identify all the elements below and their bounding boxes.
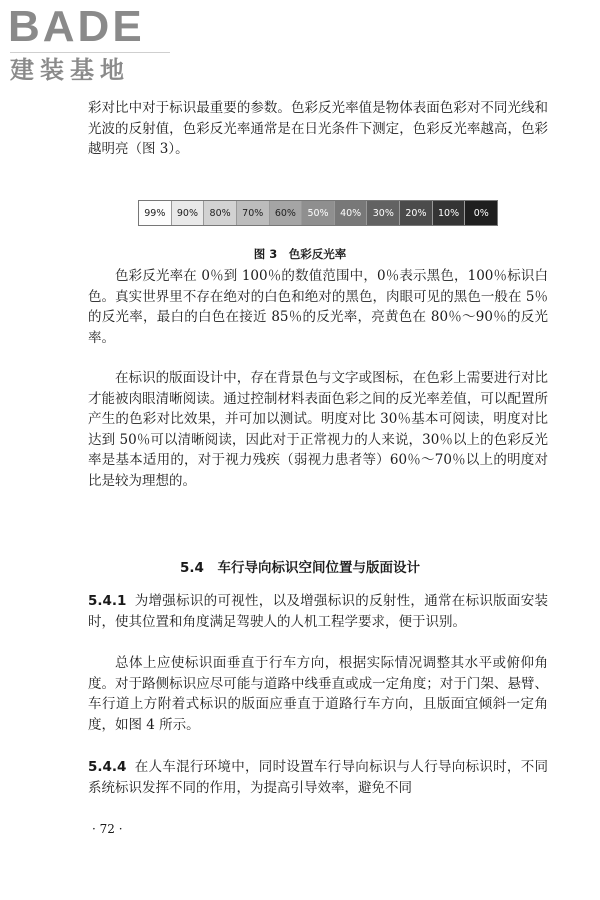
reflectance-cell: 90% (171, 201, 204, 225)
reflectance-cell: 30% (366, 201, 399, 225)
reflectance-cell: 99% (139, 201, 171, 225)
figure-caption: 图 3 色彩反光率 (253, 247, 347, 261)
clause-5-4-4 (88, 757, 548, 798)
paragraph-intro: 彩对比中对于标识最重要的参数。色彩反光率值是物体表面色彩对不同光线和光波的反射值，色彩反光率通常是在日光条件下测定，色彩反光率越高，色彩越明亮（图 3）。 (88, 100, 548, 157)
reflectance-strip (138, 200, 498, 226)
reflectance-cell: 60% (269, 201, 302, 225)
bade-logo (8, 4, 178, 84)
logo-subtitle: 建装基地 (10, 56, 130, 84)
clause-number: 5.4.1 (88, 593, 127, 609)
clause-text: 为增强标识的可视性，以及增强标识的反射性，通常在标识版面安装时，使其位置和角度满足驾驶人的人机工程学要求，便于识别。 (88, 593, 548, 630)
reflectance-cell: 80% (203, 201, 236, 225)
reflectance-cell: 20% (399, 201, 432, 225)
section-heading: 5.4 车行导向标识空间位置与版面设计 (180, 560, 420, 576)
page-number: · 72 · (92, 822, 123, 836)
reflectance-cell: 50% (301, 201, 334, 225)
reflectance-cell: 70% (236, 201, 269, 225)
clause-number: 5.4.4 (88, 759, 127, 775)
paragraph-angle: 总体上应使标识面垂直于行车方向，根据实际情况调整其水平或俯仰角度。对于路侧标识应尽可能与道路中线垂直或成一定角度；对于门架、悬臂、车行道上方附着式标识的版面应垂直于道路行车方向，且版面宜倾斜一定角度，如图 4 所示。 (88, 655, 548, 733)
paragraph-contrast: 在标识的版面设计中，存在背景色与文字或图标，在色彩上需要进行对比才能被肉眼清晰阅读。通过控制材料表面色彩之间的反光率差值，可以配置所产生的色彩对比效果，并可加以测试。明度对比 30％基本可阅读，明度对比达到 50％可以清晰阅读，因此对于正常视力的人来说，30％以上的色彩反光率是基本适用的，对于视力残疾（弱视力患者等）60％～70％以上的明度对比是较为理想的。 (88, 370, 548, 489)
paragraph-reflectance: 色彩反光率在 0％到 100％的数值范围中，0％表示黑色，100％标识白色。真实世界里不存在绝对的白色和绝对的黑色，肉眼可见的黑色一般在 5％的反光率，最白的白色在接近 85％的反光率，亮黄色在 80％～90％的反光率。 (88, 268, 548, 346)
logo-wordmark: BADE (8, 2, 145, 51)
clause-text: 在人车混行环境中，同时设置车行导向标识与人行导向标识时，不同系统标识发挥不同的作用，为提高引导效率，避免不同 (88, 759, 548, 796)
reflectance-cell: 40% (334, 201, 367, 225)
reflectance-cell: 0% (464, 201, 497, 225)
reflectance-cell: 10% (432, 201, 465, 225)
clause-5-4-1 (88, 591, 548, 632)
logo-divider (10, 52, 170, 53)
